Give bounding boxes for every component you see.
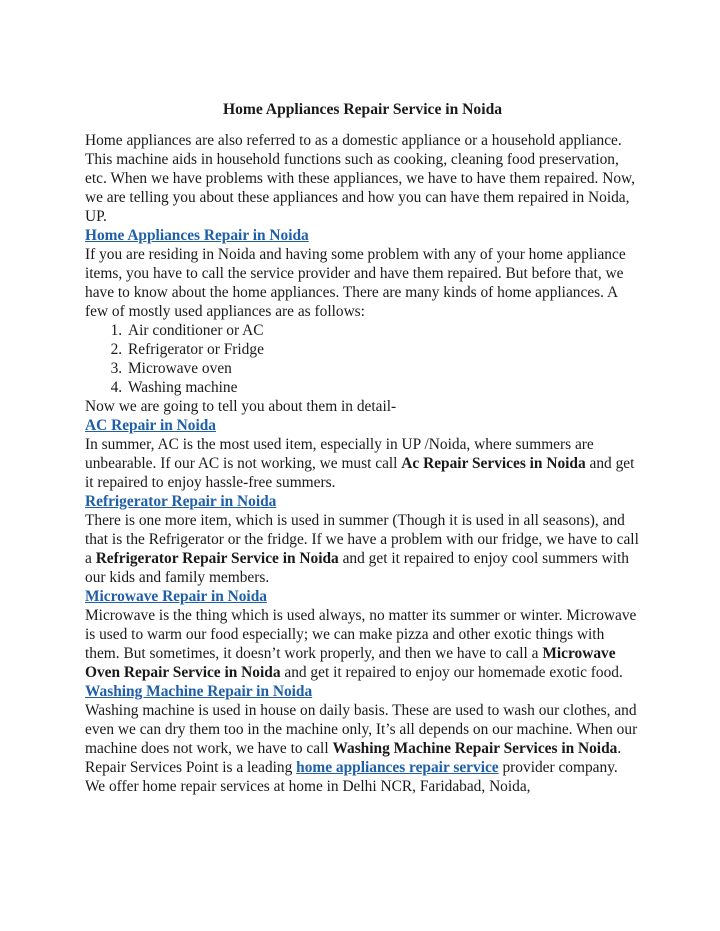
appliance-list [85, 321, 640, 397]
home-appliances-paragraph: If you are residing in Noida and having some problem with any of your home appliance items, you have to call the service provider and have them repaired. But before that, we have to know about the home appliances. There are many kinds of home appliances. A few of mostly used appliances are as follows: [85, 246, 626, 320]
closing-paragraph [85, 758, 640, 796]
ac-text-b: and get it repaired to enjoy hassle-free summers. [85, 455, 635, 491]
detail-intro: Now we are going to tell you about them in detail- [85, 398, 397, 415]
washing-bold: Washing Machine Repair Services in Noida [332, 740, 618, 757]
closing-text-a: Repair Services Point is a leading [85, 759, 297, 776]
microwave-bold: Microwave Oven Repair Service in Noida [85, 645, 616, 681]
fridge-text-a: There is one more item, which is used in summer (Though it is used in all seasons), and that is the Refrigerator or the fridge. If we have a problem with our fridge, we have to call a [85, 512, 639, 567]
intro-paragraph: Home appliances are also referred to as a domestic appliance or a household appliance. This machine aids in household functions such as cooking, cleaning food preservation, etc. When we have problems with these appliances, we have to have them repaired. Now, we are telling you about these appliances and how you can have them repaired in Noida, UP. [85, 132, 636, 225]
ac-paragraph [85, 435, 640, 492]
microwave-text-b: and get it repaired to enjoy our homemade exotic food. [280, 664, 623, 681]
list-item: 1. Air conditioner or AC [126, 321, 640, 340]
microwave-repair-link[interactable]: Microwave Repair in Noida [85, 588, 267, 605]
list-item: 2. Refrigerator or Fridge [126, 340, 640, 359]
refrigerator-paragraph [85, 511, 640, 587]
washing-text-a: Washing machine is used in house on daily basis. These are used to wash our clothes, and even we can dry them too in the machine only, It’s all depends on our machine. When our machine does not work, we have to call [85, 702, 638, 757]
ac-repair-link[interactable]: AC Repair in Noida [85, 417, 216, 434]
page-title: Home Appliances Repair Service in Noida [222, 101, 503, 118]
fridge-text-b: and get it repaired to enjoy cool summers with our kids and family members. [85, 550, 629, 586]
washing-text-b: . [617, 740, 622, 757]
ac-bold: Ac Repair Services in Noida [401, 455, 586, 472]
microwave-paragraph [85, 606, 640, 682]
ac-text-a: In summer, AC is the most used item, especially in UP /Noida, where summers are unbearable. If our AC is not working, we must call [85, 436, 594, 472]
home-appliances-repair-service-link[interactable]: home appliances repair service [296, 759, 499, 776]
document-page [85, 100, 640, 796]
closing-text-b: provider company. We offer home repair services at home in Delhi NCR, Faridabad, Noida, [85, 759, 618, 795]
list-item: 4. Washing machine [126, 378, 640, 397]
washing-machine-repair-link[interactable]: Washing Machine Repair in Noida [85, 683, 313, 700]
list-item: 3. Microwave oven [126, 359, 640, 378]
microwave-text-a: Microwave is the thing which is used always, no matter its summer or winter. Microwave is used to warm our food especially; we can make pizza and other exotic things with them. But sometimes, it doesn’t work properly, and then we have to call a [85, 607, 637, 662]
washing-machine-paragraph [85, 701, 640, 758]
refrigerator-repair-link[interactable]: Refrigerator Repair in Noida [85, 493, 277, 510]
fridge-bold: Refrigerator Repair Service in Noida [95, 550, 339, 567]
home-appliances-repair-link[interactable]: Home Appliances Repair in Noida [85, 227, 309, 244]
